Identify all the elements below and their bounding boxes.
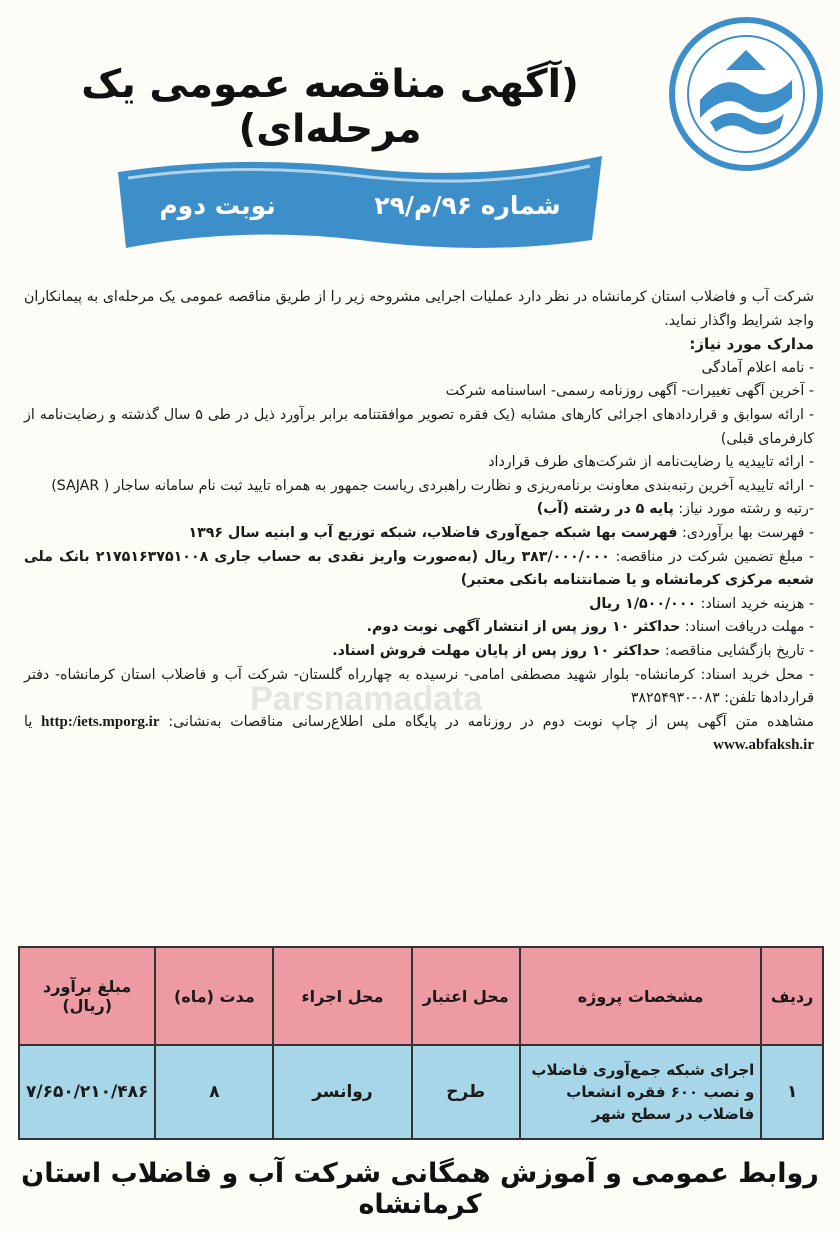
- docs-item: - ارائه تاییدیه آخرین رتبه‌بندی معاونت برنامه‌ریزی و نظارت راهبردی ریاست جمهور به همراه تایید ثبت نام سامانه ساجار ( SAJAR): [51, 477, 814, 494]
- iets-link[interactable]: http:/iets.mporg.ir: [41, 713, 160, 730]
- tender-table: [18, 946, 824, 1140]
- col-amount: مبلغ برآورد (ریال): [19, 947, 155, 1045]
- cell-amount: ۷/۶۵۰/۲۱۰/۴۸۶: [19, 1045, 155, 1139]
- table-row: [19, 1045, 823, 1139]
- table-header-row: [19, 947, 823, 1045]
- cell-credit: طرح: [412, 1045, 520, 1139]
- docs-item: - ارائه سوابق و قراردادهای اجرائی کارهای مشابه (یک فقره تصویر موافقتنامه برابر برآورد ذیل در طی ۵ سال گذشته و رضایت‌نامه از کارفرمای قبلی): [24, 406, 814, 447]
- address-line: - محل خرید اسناد: کرمانشاه- بلوار شهید مصطفی امامی- نرسیده به چهارراه گلستان- شرکت آب و فاضلاب استان کرمانشاه- دفتر قراردادها تلفن: ۰۸۳-۳۸۲۵۴۹۳۰: [24, 666, 814, 707]
- view-line: مشاهده متن آگهی پس از چاپ نوبت دوم در روزنامه در پایگاه ملی اطلاع‌رسانی مناقصات به‌نشانی: http:/iets.mporg.ir یا www.abfaksh.ir: [24, 713, 814, 754]
- cell-project: اجرای شبکه جمع‌آوری فاضلاب و نصب ۶۰۰ فقره انشعاب فاضلاب در سطح شهر: [520, 1045, 761, 1139]
- notice-round: نوبت دوم: [159, 190, 276, 220]
- docs-title: مدارک مورد نیاز:: [689, 335, 814, 354]
- grade-line: -رتبه و رشته مورد نیاز: پایه ۵ در رشته (آب): [536, 501, 814, 518]
- pricelist-line: - فهرست بها برآوردی: فهرست بها شبکه جمع‌آوری فاضلاب، شبکه توزیع آب و ابنیه سال ۱۳۹۶: [188, 524, 814, 541]
- watermark: Parsnamadata: [250, 680, 483, 718]
- doc-cost-line: - هزینه خرید اسناد: ۱/۵۰۰/۰۰۰ ریال: [589, 595, 814, 612]
- col-row: ردیف: [761, 947, 823, 1045]
- col-location: محل اجراء: [273, 947, 411, 1045]
- notice-number: شماره ۹۶/م/۲۹: [374, 190, 561, 220]
- docs-item: - نامه اعلام آمادگی: [701, 359, 814, 376]
- intro-paragraph: شرکت آب و فاضلاب استان کرمانشاه در نظر دارد عملیات اجرایی مشروحه زیر را از طریق مناقصه عمومی یک مرحله‌ای به پیمانکاران واجد شرایط واگذار نماید.: [24, 289, 814, 329]
- cell-location: روانسر: [273, 1045, 411, 1139]
- guarantee-line: - مبلغ تضمین شرکت در مناقصه: ۳۸۳/۰۰۰/۰۰۰ ریال (به‌صورت واریز نقدی به حساب جاری ۲۱۷۵۱۶۳۷۵۱۰۰۸ بانک ملی شعبه مرکزی کرمانشاه و یا ضمانتنامه بانکی معتبر): [24, 548, 815, 589]
- cell-row: ۱: [761, 1045, 823, 1139]
- col-project: مشخصات پروژه: [520, 947, 761, 1045]
- col-duration: مدت (ماه): [155, 947, 273, 1045]
- docs-item: - آخرین آگهی تغییرات- آگهی روزنامه رسمی- اساسنامه شرکت: [445, 383, 814, 400]
- deadline-line: - مهلت دریافت اسناد: حداکثر ۱۰ روز پس از انتشار آگهی نوبت دوم.: [366, 619, 814, 636]
- footer-publisher: روابط عمومی و آموزش همگانی شرکت آب و فاضلاب استان کرمانشاه: [21, 1158, 819, 1220]
- col-credit: محل اعتبار: [412, 947, 520, 1045]
- opening-line: - تاریخ بازگشایی مناقصه: حداکثر ۱۰ روز پس از پایان مهلت فروش اسناد.: [332, 642, 814, 659]
- banner-text: [110, 180, 610, 230]
- cell-duration: ۸: [155, 1045, 273, 1139]
- water-company-logo: [666, 14, 826, 174]
- notice-title: (آگهی مناقصه عمومی یک مرحله‌ای): [81, 62, 579, 152]
- abfaksh-link[interactable]: www.abfaksh.ir: [713, 737, 814, 754]
- docs-item: - ارائه تاییدیه یا رضایت‌نامه از شرکت‌های طرف قرارداد: [488, 454, 814, 471]
